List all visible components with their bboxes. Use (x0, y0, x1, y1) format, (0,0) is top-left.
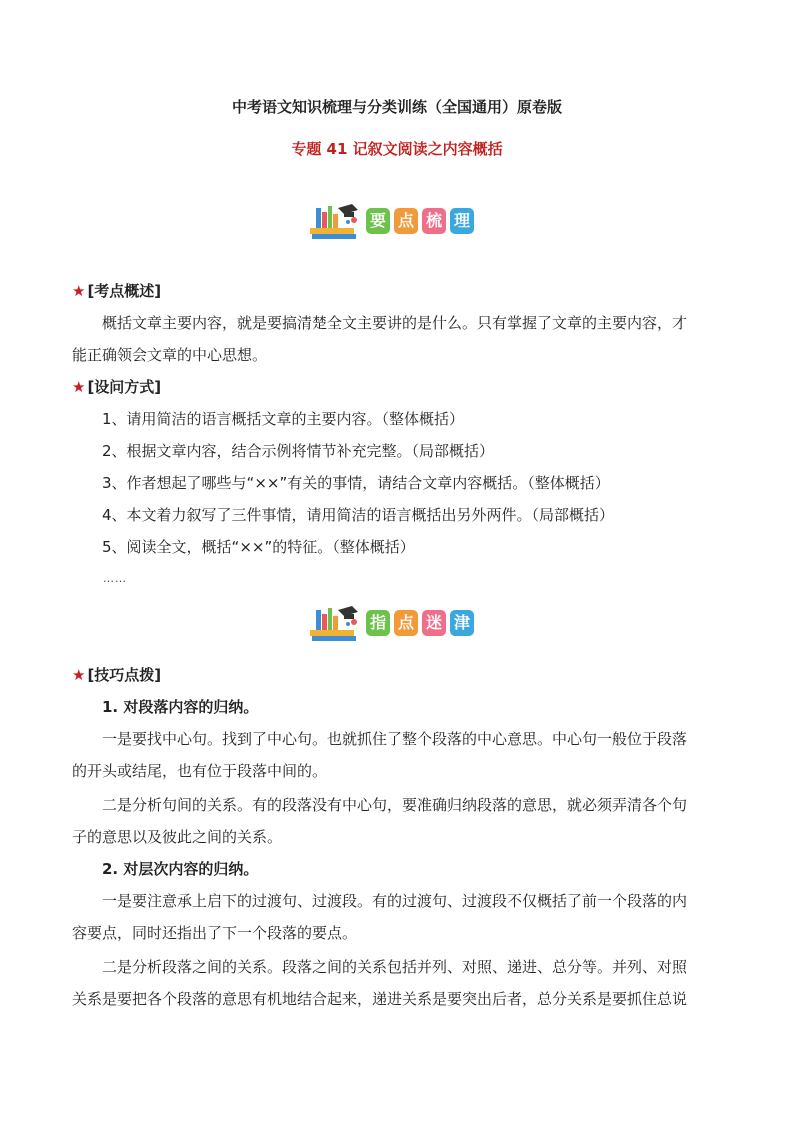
paragraph-line: 的开头或结尾，也有位于段落中间的。 (72, 762, 328, 780)
banner-guidance (308, 604, 488, 644)
star-icon: ★ (72, 666, 86, 684)
paragraph-line: 概括文章主要内容，就是要搞清楚全文主要讲的是什么。只有掌握了文章的主要内容，才 (102, 314, 688, 332)
star-icon: ★ (72, 282, 86, 300)
banner-char: 指 (366, 610, 390, 636)
banner-char: 迷 (422, 610, 446, 636)
list-item: 5、阅读全文，概括“××”的特征。（整体概括） (102, 538, 415, 556)
paragraph-line: 容要点，同时还指出了下一个段落的要点。 (72, 924, 358, 942)
document-title: 中考语文知识梳理与分类训练（全国通用）原卷版 (231, 98, 562, 116)
list-item: 4、本文着力叙写了三件事情，请用简洁的语言概括出另外两件。（局部概括） (102, 506, 615, 524)
ellipsis: …… (103, 572, 127, 585)
section-heading-tips (72, 664, 161, 685)
books-icon (308, 604, 362, 644)
list-item: 3、作者想起了哪些与“××”有关的事情，请结合文章内容概括。（整体概括） (102, 474, 610, 492)
banner-char: 津 (450, 610, 474, 636)
banner-char: 点 (394, 208, 418, 234)
list-item: 1、请用简洁的语言概括文章的主要内容。（整体概括） (102, 410, 465, 428)
paragraph-line: 关系是要把各个段落的意思有机地结合起来，递进关系是要突出后者，总分关系是要抓住总说 (72, 990, 688, 1008)
subheading: 1. 对段落内容的归纳。 (102, 698, 259, 716)
section-heading-text: [考点概述] (87, 282, 162, 300)
section-heading-text: [设问方式] (87, 378, 162, 396)
paragraph-line: 能正确领会文章的中心思想。 (72, 346, 268, 364)
section-heading-text: [技巧点拨] (87, 666, 162, 684)
paragraph-line: 一是要找中心句。找到了中心句。也就抓住了整个段落的中心意思。中心句一般位于段落 (102, 730, 688, 748)
banner-char: 要 (366, 208, 390, 234)
paragraph-line: 二是分析句间的关系。有的段落没有中心句，要准确归纳段落的意思，就必须弄清各个句 (102, 796, 688, 814)
star-icon: ★ (72, 378, 86, 396)
paragraph-line: 二是分析段落之间的关系。段落之间的关系包括并列、对照、递进、总分等。并列、对照 (102, 958, 688, 976)
document-subtitle: 专题 41 记叙文阅读之内容概括 (291, 140, 503, 158)
section-heading-overview (72, 280, 161, 301)
banner-char: 点 (394, 610, 418, 636)
books-icon (308, 202, 362, 242)
banner-key-points (308, 202, 488, 242)
banner-char: 理 (450, 208, 474, 234)
subheading: 2. 对层次内容的归纳。 (102, 860, 259, 878)
section-heading-question-types (72, 376, 161, 397)
list-item: 2、根据文章内容，结合示例将情节补充完整。（局部概括） (102, 442, 495, 460)
paragraph-line: 子的意思以及彼此之间的关系。 (72, 828, 283, 846)
banner-char: 梳 (422, 208, 446, 234)
paragraph-line: 一是要注意承上启下的过渡句、过渡段。有的过渡句、过渡段不仅概括了前一个段落的内 (102, 892, 688, 910)
